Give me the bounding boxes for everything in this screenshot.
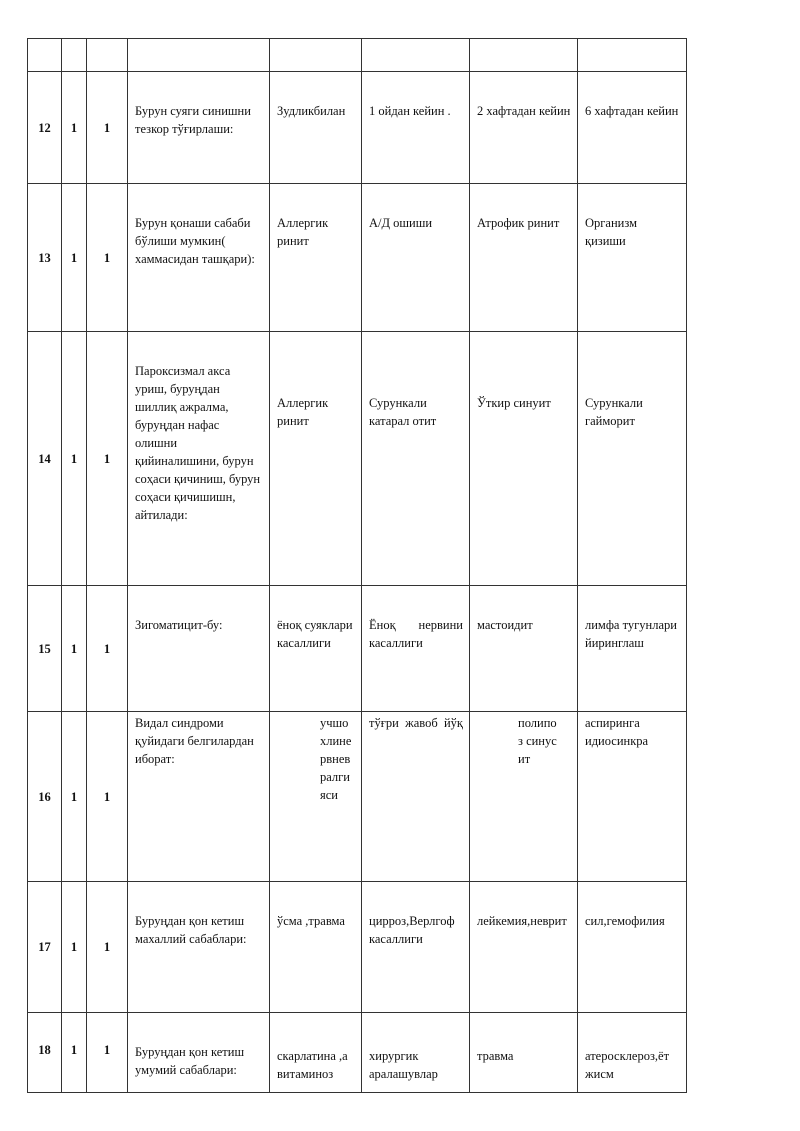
option-4: сил,гемофилия — [578, 882, 687, 1013]
empty-cell — [470, 39, 578, 72]
option-2: цирроз,Верлгоф касаллиги — [362, 882, 470, 1013]
table-row — [28, 1013, 687, 1093]
option-1: Аллергик ринит — [270, 332, 362, 586]
question-text: Бурун қонаши сабаби бўлиши мумкин( хаммасидан ташқари): — [128, 184, 270, 332]
option-3 — [470, 712, 578, 882]
empty-cell — [62, 39, 87, 72]
option-3: 2 хафтадан кейин — [470, 72, 578, 184]
table-row — [28, 712, 687, 882]
row-number: 15 — [28, 586, 62, 712]
empty-cell — [128, 39, 270, 72]
row-number: 18 — [28, 1013, 62, 1093]
option-3: Атрофик ринит — [470, 184, 578, 332]
option-2: Сурункали катарал отит — [362, 332, 470, 586]
question-text: Пароксизмал акса уриш, буруңдан шиллиқ ажралма, буруңдан нафас олишни қийиналишини, бурун соҳаси қичиниш, бурун соҳаси қичишишн, айтилади: — [128, 332, 270, 586]
option-2: тўғри жавоб йўқ — [362, 712, 470, 882]
option-4: 6 хафтадан кейин — [578, 72, 687, 184]
option-1: Зудликбилан — [270, 72, 362, 184]
question-text: Буруңдан қон кетиш умумий сабаблари: — [128, 1013, 270, 1093]
row-number: 13 — [28, 184, 62, 332]
question-text: Видал синдроми қуйидаги белгилардан иборат: — [128, 712, 270, 882]
row-col-b: 1 — [87, 184, 128, 332]
option-2: Ёноқ нервини касаллиги — [362, 586, 470, 712]
row-col-b: 1 — [87, 72, 128, 184]
row-col-b: 1 — [87, 712, 128, 882]
questions-table — [27, 38, 687, 1093]
table-row — [28, 332, 687, 586]
option-2: хирургик аралашувлар — [362, 1013, 470, 1093]
option-3: лейкемия,неврит — [470, 882, 578, 1013]
option-4: аспиринга идиосинкра — [578, 712, 687, 882]
row-col-b: 1 — [87, 882, 128, 1013]
option-3: травма — [470, 1013, 578, 1093]
option-4: Организм қизиши — [578, 184, 687, 332]
table-row — [28, 72, 687, 184]
table-row — [28, 586, 687, 712]
row-col-b: 1 — [87, 586, 128, 712]
row-col-a: 1 — [62, 882, 87, 1013]
table-row — [28, 184, 687, 332]
table-header-row — [28, 39, 687, 72]
empty-cell — [362, 39, 470, 72]
option-1-text: учшохлинервневралгияси — [320, 716, 352, 802]
row-col-a: 1 — [62, 184, 87, 332]
option-3: Ўткир синуит — [470, 332, 578, 586]
empty-cell — [87, 39, 128, 72]
option-3: мастоидит — [470, 586, 578, 712]
question-text: Буруңдан қон кетиш махаллий сабаблари: — [128, 882, 270, 1013]
empty-cell — [578, 39, 687, 72]
row-col-b: 1 — [87, 1013, 128, 1093]
row-number: 16 — [28, 712, 62, 882]
option-1: ўсма ,травма — [270, 882, 362, 1013]
row-col-a: 1 — [62, 586, 87, 712]
empty-cell — [270, 39, 362, 72]
table-row — [28, 882, 687, 1013]
question-text: Зигоматицит-бу: — [128, 586, 270, 712]
empty-cell — [28, 39, 62, 72]
row-col-b: 1 — [87, 332, 128, 586]
row-col-a: 1 — [62, 72, 87, 184]
row-col-a: 1 — [62, 712, 87, 882]
row-number: 12 — [28, 72, 62, 184]
row-col-a: 1 — [62, 332, 87, 586]
option-2: 1 ойдан кейин . — [362, 72, 470, 184]
option-4: атеросклероз,ёт жисм — [578, 1013, 687, 1093]
option-1 — [270, 712, 362, 882]
option-1: Аллергик ринит — [270, 184, 362, 332]
row-number: 14 — [28, 332, 62, 586]
question-text: Бурун суяги синишни тезкор тўғирлаши: — [128, 72, 270, 184]
row-number: 17 — [28, 882, 62, 1013]
option-4: Сурункали гайморит — [578, 332, 687, 586]
option-2: А/Д ошиши — [362, 184, 470, 332]
option-1: скарлатина ,а витаминоз — [270, 1013, 362, 1093]
option-4: лимфа тугунлари йиринглаш — [578, 586, 687, 712]
row-col-a: 1 — [62, 1013, 87, 1093]
option-1: ёноқ суяклари касаллиги — [270, 586, 362, 712]
option-3-text: полипоз синусит — [518, 716, 557, 766]
